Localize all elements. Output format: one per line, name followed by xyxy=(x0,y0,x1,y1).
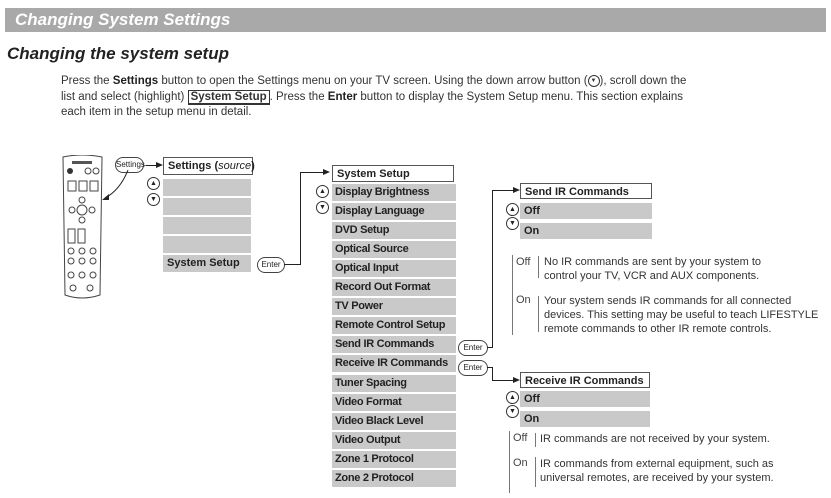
send-ir-option-off[interactable]: Off xyxy=(520,203,652,219)
text: button to display the System Setup menu. This section explains each item in the setup menu in detail. xyxy=(61,90,684,118)
system-setup-menu-item[interactable]: Zone 2 Protocol xyxy=(332,470,456,487)
intro-paragraph xyxy=(61,74,701,121)
receive-ir-option-on[interactable]: On xyxy=(520,411,650,427)
system-setup-menu-item[interactable]: DVD Setup xyxy=(332,222,456,239)
up-arrow-icon[interactable]: ▲ xyxy=(316,185,329,198)
text: button to open the Settings menu on your TV screen. Using the down arrow button ( xyxy=(158,75,588,87)
receive-ir-desc-label-off: Off xyxy=(513,432,528,444)
settings-button[interactable]: Settings xyxy=(115,157,144,173)
settings-menu-title-end: ) xyxy=(251,160,255,172)
system-setup-menu-item[interactable]: Display Brightness xyxy=(332,184,456,201)
system-setup-menu-item[interactable]: Record Out Format xyxy=(332,279,456,296)
system-setup-menu-item[interactable]: Optical Input xyxy=(332,260,456,277)
text-settings: Settings xyxy=(112,75,159,87)
settings-menu-item[interactable] xyxy=(163,198,251,215)
section-header-bar xyxy=(5,8,826,32)
system-setup-menu-item[interactable]: Tuner Spacing xyxy=(332,375,456,392)
system-setup-menu-item[interactable]: Send IR Commands xyxy=(332,336,456,353)
send-ir-desc-label-off: Off xyxy=(516,256,531,268)
section-title: Changing System Settings xyxy=(15,10,231,29)
subheading: Changing the system setup xyxy=(7,44,229,63)
down-arrow-icon[interactable]: ▼ xyxy=(506,217,519,230)
enter-button[interactable]: Enter xyxy=(458,340,488,356)
remote-control-illustration xyxy=(60,155,105,300)
receive-ir-desc-off: IR commands are not received by your system. xyxy=(540,433,770,445)
text: . Press the xyxy=(269,90,328,103)
text: Press the xyxy=(61,75,113,87)
up-arrow-icon[interactable]: ▲ xyxy=(147,177,160,190)
down-arrow-icon[interactable]: ▼ xyxy=(316,201,329,214)
text: ), scroll down the list and select (highlight) xyxy=(61,75,687,103)
receive-ir-desc-on: IR commands from external equipment, such as universal remotes, are received by your system. xyxy=(540,458,774,484)
up-arrow-icon[interactable]: ▲ xyxy=(506,391,519,404)
receive-ir-title: Receive IR Commands xyxy=(520,372,650,388)
down-arrow-icon[interactable]: ▼ xyxy=(506,405,519,418)
system-setup-menu-item[interactable]: Video Output xyxy=(332,432,456,449)
text-enter: Enter xyxy=(327,90,358,103)
enter-button[interactable]: Enter xyxy=(458,360,488,376)
send-ir-desc-label-on: On xyxy=(516,294,531,306)
settings-menu-title-text: Settings ( xyxy=(168,160,219,172)
receive-ir-desc-label-on: On xyxy=(513,457,528,469)
up-arrow-icon[interactable]: ▲ xyxy=(506,203,519,216)
settings-menu-item-system-setup[interactable]: System Setup xyxy=(163,255,251,272)
settings-menu-item[interactable] xyxy=(163,236,251,253)
system-setup-menu-item[interactable]: Remote Control Setup xyxy=(332,317,456,334)
settings-menu-title xyxy=(163,157,253,175)
send-ir-option-on[interactable]: On xyxy=(520,223,652,239)
send-ir-desc-off: No IR commands are sent by your system to control your TV, VCR and AUX components. xyxy=(544,256,762,282)
receive-ir-option-off[interactable]: Off xyxy=(520,391,650,407)
send-ir-title: Send IR Commands xyxy=(520,183,652,199)
settings-menu-item[interactable] xyxy=(163,217,251,234)
settings-menu-title-source: source xyxy=(218,160,252,172)
text-system-setup: System Setup xyxy=(188,90,270,105)
system-setup-menu-item[interactable]: Optical Source xyxy=(332,241,456,258)
system-setup-menu-item[interactable]: Video Black Level xyxy=(332,413,456,430)
settings-menu-item[interactable] xyxy=(163,179,251,196)
down-arrow-icon: ▼ xyxy=(588,75,600,87)
system-setup-menu-item[interactable]: TV Power xyxy=(332,298,456,315)
system-setup-menu-item[interactable]: Video Format xyxy=(332,394,456,411)
down-arrow-icon[interactable]: ▼ xyxy=(147,193,160,206)
system-setup-menu-item[interactable]: Receive IR Commands xyxy=(332,355,456,372)
system-setup-menu-title: System Setup xyxy=(332,165,454,182)
send-ir-desc-on: Your system sends IR commands for all connected devices. This setting may be useful to teach LIFESTYLE remote commands to other IR remote controls. xyxy=(544,295,819,335)
system-setup-menu-item[interactable]: Display Language xyxy=(332,203,456,220)
enter-button[interactable]: Enter xyxy=(257,257,285,273)
system-setup-menu-item[interactable]: Zone 1 Protocol xyxy=(332,451,456,468)
